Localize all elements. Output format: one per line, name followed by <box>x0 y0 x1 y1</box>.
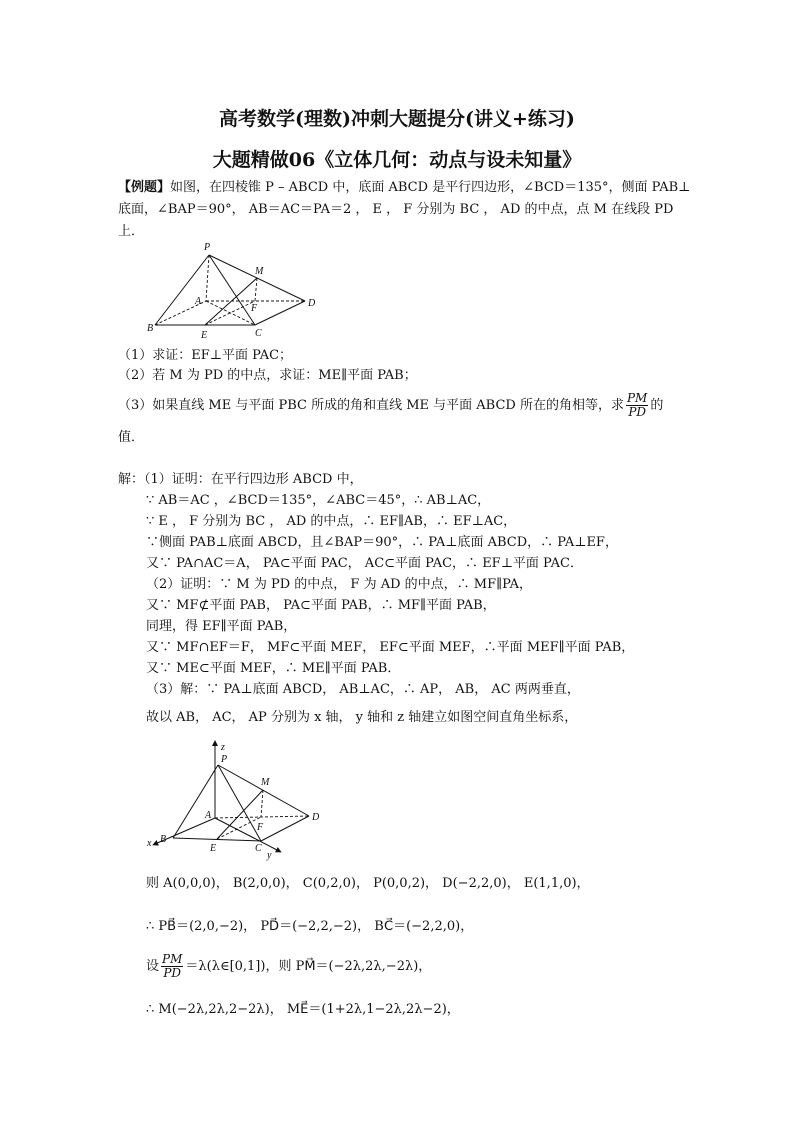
label-B: B <box>147 323 154 334</box>
question-3-text: （3）如果直线 ME 与平面 PBC 所成的角和直线 ME 与平面 ABCD 所在的角相等，求 <box>118 398 624 413</box>
solution-line-1: 解：（1）证明：在平行四边形 ABCD 中， <box>118 472 363 487</box>
edge-PA <box>206 255 209 301</box>
segment-EF-2 <box>217 817 261 839</box>
question-3-suffix: 的 <box>650 398 664 413</box>
question-1: （1）求证：EF⊥平面 PAC； <box>118 348 293 363</box>
solution-line-4: ∵侧面 PAB⊥底面 ABCD，且∠BAP＝90°，∴ PA⊥底面 ABCD，∴ PA⊥EF， <box>146 535 618 550</box>
label-D: D <box>308 298 316 309</box>
solution-line-6: （2）证明：∵ M 为 PD 的中点， F 为 AD 的中点，∴ MF∥PA， <box>146 577 533 592</box>
solution-line-5: 又∵ PA∩AC＝A， PA⊂平面 PAC， AC⊂平面 PAC，∴ EF⊥平面 PAC． <box>146 556 583 571</box>
question-3 <box>118 392 663 420</box>
solution-line-3: ∵ E ， F 分别为 BC ， AD 的中点，∴ EF∥AB，∴ EF⊥AC， <box>146 514 517 529</box>
label-y: y <box>267 850 272 861</box>
coords-line-1: 则 A(0,0,0)， B(2,0,0)， C(0,2,0)， P(0,0,2)， D(−2,2,0)， E(1,1,0)， <box>146 876 590 891</box>
problem-label: 【例题】 <box>118 180 171 195</box>
edge-PB-2 <box>173 765 218 838</box>
problem-line-1 <box>118 180 690 196</box>
segment-MF-2 <box>261 790 263 817</box>
fraction-denominator-2: PD <box>163 966 182 980</box>
edge-PD-2 <box>218 765 309 816</box>
label-M-2: M <box>261 777 270 788</box>
solution-line-11: （3）解：∵ PA⊥底面 ABCD， AB⊥AC，∴ AP， AB， AC 两两垂直， <box>146 682 580 697</box>
coords-line-3 <box>146 952 431 982</box>
label-B-2: B <box>160 834 167 845</box>
label-z: z <box>221 742 225 753</box>
coords-line-3-text: ＝λ(λ∈[0,1])，则 PM⃗＝(−2λ,2λ,−2λ)， <box>185 959 432 974</box>
label-A-2: A <box>205 810 212 821</box>
pyramid-figure <box>145 238 325 342</box>
solution-line-7: 又∵ MF⊄平面 PAB， PA⊂平面 PAB，∴ MF∥平面 PAB， <box>146 598 496 613</box>
label-C: C <box>255 328 262 339</box>
segment-ME <box>205 278 257 325</box>
label-M: M <box>255 266 264 277</box>
question-2: （2）若 M 为 PD 的中点，求证：ME∥平面 PAB； <box>118 368 417 383</box>
coords-line-2: ∴ PB⃗＝(2,0,−2)， PD⃗＝(−2,2,−2)， BC⃗＝(−2,2,0)， <box>146 919 474 934</box>
solution-line-8: 同理，得 EF∥平面 PAB， <box>146 619 297 634</box>
label-D-2: D <box>312 812 320 823</box>
question-3-tail: 值． <box>118 430 145 445</box>
problem-line-2: 底面，∠BAP＝90°， AB＝AC＝PA＝2 ， E ， F 分别为 BC ， AD 的中点，点 M 在线段 PD <box>118 202 674 217</box>
fraction-numerator-2: PM <box>162 952 183 966</box>
label-x: x <box>147 838 152 849</box>
label-P-2: P <box>221 754 228 765</box>
sub-title: 大题精做06《立体几何：动点与设未知量》 <box>212 149 582 171</box>
label-P: P <box>204 242 211 253</box>
problem-line-3: 上． <box>118 224 145 239</box>
fraction-denominator: PD <box>628 405 647 419</box>
problem-text-1: 如图，在四棱锥 P – ABCD 中，底面 ABCD 是平行四边形，∠BCD＝135°，侧面 PAB⊥ <box>170 180 691 195</box>
coords-line-4: ∴ M(−2λ,2λ,2−2λ)， ME⃗＝(1+2λ,1−2λ,2λ−2)， <box>146 1002 460 1017</box>
solution-line-9: 又∵ MF∩EF＝F， MF⊂平面 MEF， EF⊂平面 MEF，∴平面 MEF∥平面 PAB， <box>146 640 635 655</box>
fraction-pm-pd <box>626 392 648 419</box>
segment-MF <box>255 278 257 301</box>
y-axis <box>215 818 279 851</box>
edge-CD-2 <box>261 816 309 841</box>
label-F-2: F <box>257 822 264 833</box>
edge-AD-2 <box>215 816 309 818</box>
solution-line-12: 故以 AB， AC， AP 分别为 x 轴， y 轴和 z 轴建立如图空间直角坐标系， <box>146 710 578 725</box>
label-C-2: C <box>255 843 262 854</box>
label-E-2: E <box>210 843 217 854</box>
label-A: A <box>195 296 202 307</box>
edge-PB <box>155 255 209 325</box>
fraction-numerator: PM <box>626 391 648 405</box>
fraction-pm-pd-2 <box>161 953 183 980</box>
label-E: E <box>201 330 208 341</box>
solution-line-2: ∵ AB＝AC ，∠BCD＝135°，∠ABC＝45°，∴ AB⊥AC， <box>146 493 491 508</box>
edge-PC-2 <box>218 765 261 841</box>
main-title: 高考数学(理数)冲刺大题提分(讲义+练习) <box>219 108 575 130</box>
label-F: F <box>251 303 258 314</box>
edge-CD <box>255 301 305 325</box>
coordinate-figure <box>143 738 333 863</box>
coords-line-3-prefix: 设 <box>146 959 160 974</box>
solution-line-10: 又∵ ME⊂平面 MEF，∴ ME∥平面 PAB． <box>146 661 401 676</box>
